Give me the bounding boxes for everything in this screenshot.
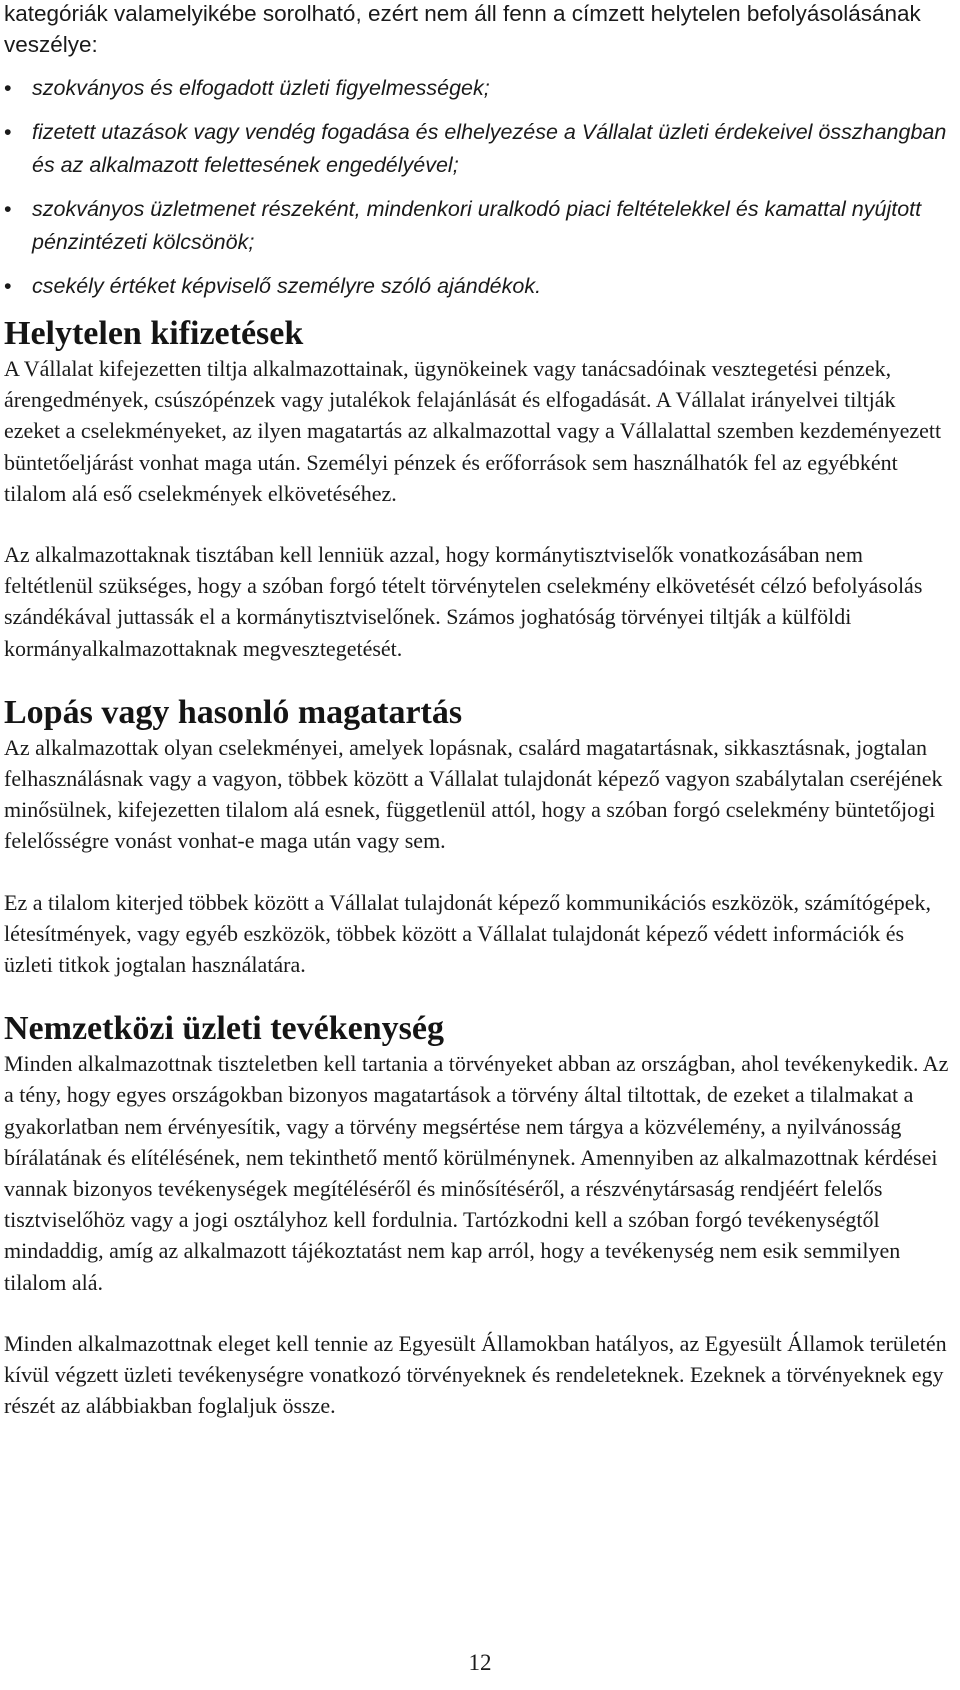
list-item-text: fizetett utazások vagy vendég fogadása és elhelyezése a Vállalat üzleti érdekeivel összhangban és az alkalmazott felettesének engedélyével; xyxy=(32,120,947,177)
list-item xyxy=(4,72,954,105)
body-paragraph: A Vállalat kifejezetten tiltja alkalmazottainak, ügynökeinek vagy tanácsadóinak vesztegetési pénzek, árengedmények, csúszópénzek vagy jutalékok felajánlását és elfogadását. A Vállalat irányelvei tiltják ezeket a cselekményeket, az ilyen magatartás az alkalmazottal vagy a Vállalattal szemben kezdeményezett büntetőeljárást vonhat maga után. Személyi pénzek és erőforrások sem használhatók fel az egyébként tilalom alá eső cselekmények elkövetéséhez. xyxy=(4,356,942,506)
section-improper-payments xyxy=(4,315,954,664)
body-paragraph: Minden alkalmazottnak tiszteletben kell tartania a törvényeket abban az országban, ahol tevékenykedik. Az a tény, hogy egyes országokban bizonyos magatartások a törvény által tiltottak, de ezeket a tilalmakat a gyakorlatban nem érvényesítik, vagy a törvény megsértése nem tárgya a közvélemény, a nyilvánosság bírálatának és elítélésének, nem tekinthető mentő körülménynek. Amennyiben az alkalmazottnak kérdései vannak bizonyos tevékenységek megítéléséről és minősítéséről, a részvénytársaság rendjéért felelős tisztviselőhöz vagy a jogi osztályhoz kell fordulnia. Tartózkodni kell a szóban forgó tevékenységtől mindaddig, amíg az alkalmazott tájékoztatást nem kap arról, hogy a tevékenység nem esik semmilyen tilalom alá. xyxy=(4,1051,949,1295)
bullet-icon: • xyxy=(4,120,12,144)
body-paragraph: Ez a tilalom kiterjed többek között a Vállalat tulajdonát képező kommunikációs eszközök, számítógépek, létesítmények, vagy egyéb eszközök, többek között a Vállalat tulajdonát képező védett információk és üzleti titkok jogtalan használatára. xyxy=(4,889,931,978)
bullet-icon: • xyxy=(4,76,12,100)
page-number: 12 xyxy=(468,1650,492,1675)
body-paragraph: Minden alkalmazottnak eleget kell tennie az Egyesült Államokban hatályos, az Egyesült Államok területén kívül végzett üzleti tevékenységre vonatkozó törvényeknek és rendeleteknek. Ezeknek a törvényeknek egy részét az alábbiakban foglaljuk össze. xyxy=(4,1330,947,1419)
list-item xyxy=(4,193,954,259)
bullet-icon: • xyxy=(4,197,12,221)
list-item-text: szokványos üzletmenet részeként, mindenkori uralkodó piaci feltételekkel és kamattal nyújtott pénzintézeti kölcsönök; xyxy=(32,197,922,254)
exception-list xyxy=(4,72,954,303)
bullet-icon: • xyxy=(4,274,12,298)
section-theft xyxy=(4,694,954,980)
list-item xyxy=(4,270,954,303)
section-international-business xyxy=(4,1010,954,1421)
section-heading: Helytelen kifizetések xyxy=(4,315,304,352)
section-heading: Nemzetközi üzleti tevékenység xyxy=(4,1010,444,1048)
document-page xyxy=(4,0,954,1421)
intro-paragraph: kategóriák valamelyikébe sorolható, ezért nem áll fenn a címzett helytelen befolyásolásának veszélye: xyxy=(4,1,921,57)
list-item-text: szokványos és elfogadott üzleti figyelmességek; xyxy=(32,76,490,100)
list-item-text: csekély értéket képviselő személyre szóló ajándékok. xyxy=(32,274,542,298)
body-paragraph: Az alkalmazottak olyan cselekményei, amelyek lopásnak, csalárd magatartásnak, sikkasztásnak, jogtalan felhasználásnak vagy a vagyon, többek között a Vállalat tulajdonát képező vagyon szabálytalan cseréjének minősülnek, kifejezetten tilalom alá esnek, függetlenül attól, hogy a szóban forgó cselekmény büntetőjogi felelősségre vonást vonhat-e maga után vagy sem. xyxy=(4,734,943,854)
list-item xyxy=(4,116,954,182)
body-paragraph: Az alkalmazottaknak tisztában kell lenniük azzal, hogy kormánytisztviselők vonatkozásában nem feltétlenül szükséges, hogy a szóban forgó tételt törvénytelen cselekmény elkövetését célzó befolyásolás szándékával juttassák el a kormánytisztviselőnek. Számos joghatóság törvényei tiltják a külföldi kormányalkalmazottaknak megvesztegetését. xyxy=(4,542,923,661)
section-heading: Lopás vagy hasonló magatartás xyxy=(4,693,463,731)
